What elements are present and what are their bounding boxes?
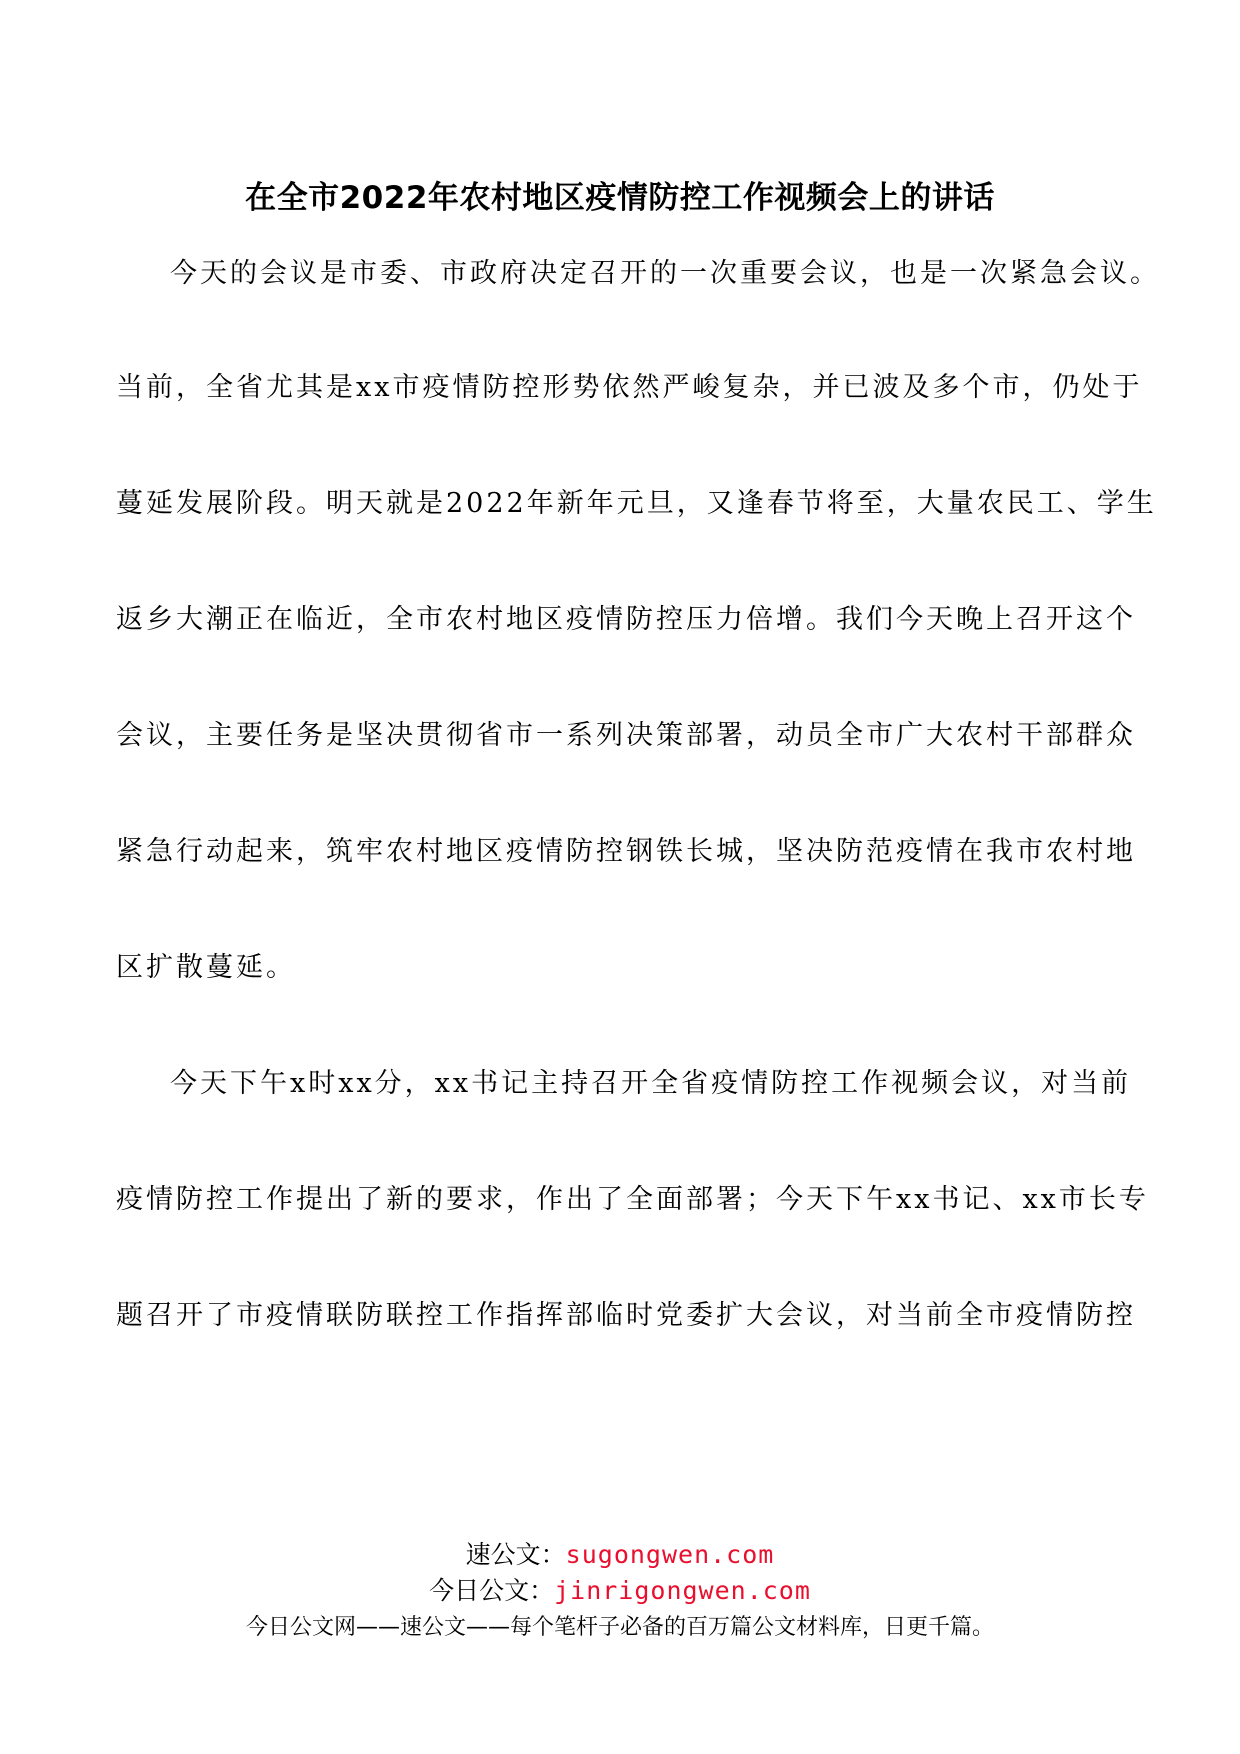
footer-label: 速公文：	[465, 1540, 566, 1569]
jinrigongwen-link[interactable]: jinrigongwen.com	[554, 1576, 811, 1605]
footer-slogan: 今日公文网——速公文——每个笔杆子必备的百万篇公文材料库，日更千篇。	[245, 1615, 994, 1640]
paragraph-line: 当前，全省尤其是xx市疫情防控形势依然严峻复杂，并已波及多个市，仍处于	[116, 372, 1143, 403]
footer-jinrigongwen	[0, 1574, 1240, 1608]
paragraph-line: 蔓延发展阶段。明天就是2022年新年元旦，又逢春节将至，大量农民工、学生	[116, 488, 1157, 519]
paragraph-line: 紧急行动起来，筑牢农村地区疫情防控钢铁长城，坚决防范疫情在我市农村地	[116, 836, 1136, 867]
footer-sugongwen	[0, 1538, 1240, 1572]
paragraph-line: 会议，主要任务是坚决贯彻省市一系列决策部署，动员全市广大农村干部群众	[116, 720, 1136, 751]
paragraph-line: 返乡大潮正在临近，全市农村地区疫情防控压力倍增。我们今天晚上召开这个	[116, 604, 1136, 635]
paragraph-line: 疫情防控工作提出了新的要求，作出了全面部署；今天下午xx书记、xx市长专	[116, 1184, 1149, 1215]
paragraph-line: 题召开了市疫情联防联控工作指挥部临时党委扩大会议，对当前全市疫情防控	[116, 1300, 1136, 1331]
page-title: 在全市2022年农村地区疫情防控工作视频会上的讲话	[245, 180, 995, 216]
paragraph-line: 今天的会议是市委、市政府决定召开的一次重要会议，也是一次紧急会议。	[170, 258, 1160, 289]
paragraph-line: 今天下午x时xx分，xx书记主持召开全省疫情防控工作视频会议，对当前	[170, 1068, 1132, 1099]
paragraph-line: 区扩散蔓延。	[116, 952, 296, 983]
sugongwen-link[interactable]: sugongwen.com	[565, 1540, 775, 1569]
footer-label: 今日公文：	[429, 1576, 555, 1605]
